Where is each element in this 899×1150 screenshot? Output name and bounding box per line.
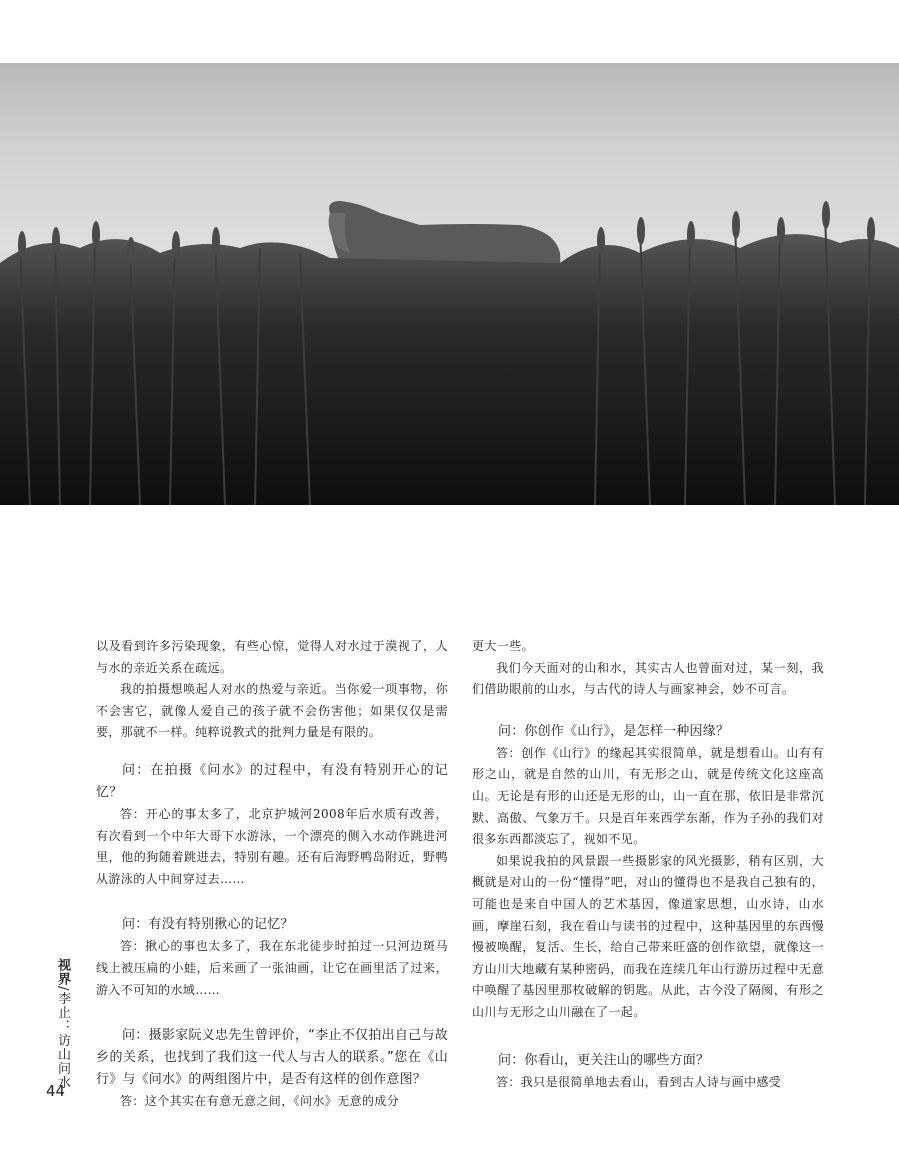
right-text-column — [472, 636, 824, 1093]
author-name: 李止 — [55, 991, 70, 1020]
left-text-column — [96, 636, 448, 1113]
question: 问：在拍摄《问水》的过程中，有没有特别开心的记忆？ — [96, 762, 448, 800]
answer: 答：创作《山行》的缘起其实很简单，就是想看山。山有有形之山，就是自然的山川，有无形之山，就是传统文化这座高山。无论是有形的山还是无形的山，山一直在那，依旧是非常沉默、高傲、气象万千。只是百年来西学东渐，作为子孙的我们对很多东西都淡忘了，视如不见。 — [472, 745, 824, 847]
answer: 答：揪心的事也太多了，我在东北徒步时拍过一只河边斑马线上被压扁的小蛙，后来画了一张油画，让它在画里活了过来，游入不可知的水域…… — [96, 939, 448, 997]
question: 问：有没有特别揪心的记忆？ — [122, 917, 294, 933]
horse-in-wheat-field-photo — [0, 63, 899, 505]
paragraph: 我们今天面对的山和水，其实古人也曾面对过，某一刻，我们借助眼前的山水，与古代的诗人与画家神会，妙不可言。 — [472, 660, 824, 697]
answer: 答：这个其实在有意无意之间，《问水》无意的成分 — [120, 1094, 400, 1109]
separator: / — [55, 986, 70, 992]
answer: 答：我只是很简单地去看山，看到古人诗与画中感受 — [496, 1074, 782, 1089]
colon: ： — [55, 1019, 70, 1034]
article-title: 访山问水 — [55, 1033, 70, 1090]
page-number: 44 — [46, 1082, 66, 1100]
photo-artwork — [0, 63, 899, 505]
answer: 答：开心的事太多了，北京护城河2008年后水质有改善，有次看到一个中年大哥下水游泳，一个漂亮的侧入水动作跳进河里，他的狗随着跳进去，特别有趣。还有后海野鸭岛附近，野鸭从游泳的人中间穿过去…… — [96, 806, 448, 886]
question: 问：你看山，更关注山的哪些方面？ — [498, 1052, 710, 1068]
paragraph: 更大一些。 — [472, 639, 535, 653]
paragraph: 以及看到许多污染现象，有些心惊，觉得人对水过于漠视了，人与水的亲近关系在疏远。 — [96, 639, 448, 675]
paragraph: 如果说我拍的风景跟一些摄影家的风光摄影，稍有区别，大概就是对山的一份“懂得”吧，对山的懂得也不是我自己独有的，可能也是来自中国人的艺术基因，像道家思想，山水诗，山水画，摩崖石刻，我在看山与读书的过程中，这种基因里的东西慢慢被唤醒，复活、生长，给自己带来旺盛的创作欲望，就像这一方山川大地藏有某种密码，而我在连续几年山行游历过程中无意中唤醒了基因里那枚破解的钥匙。从此，古今没了隔阂，有形之山川与无形之山川融在了一起。 — [472, 853, 824, 1019]
question: 问：你创作《山行》，是怎样一种因缘？ — [498, 723, 730, 739]
paragraph: 我的拍摄想唤起人对水的热爱与亲近。当你爱一项事物，你不会害它，就像人爱自己的孩子就不会伤害他；如果仅仅是需要，那就不一样。纯粹说教式的批判力量是有限的。 — [96, 682, 448, 740]
section-name: 视界 — [55, 958, 70, 986]
question: 问：摄影家阮义忠先生曾评价，“李止不仅拍出自己与故乡的关系，也找到了我们这一代人与古人的联系。”您在《山行》与《问水》的两组图片中，是否有这样的创作意图？ — [96, 1028, 448, 1088]
section-side-tag — [52, 958, 72, 1089]
